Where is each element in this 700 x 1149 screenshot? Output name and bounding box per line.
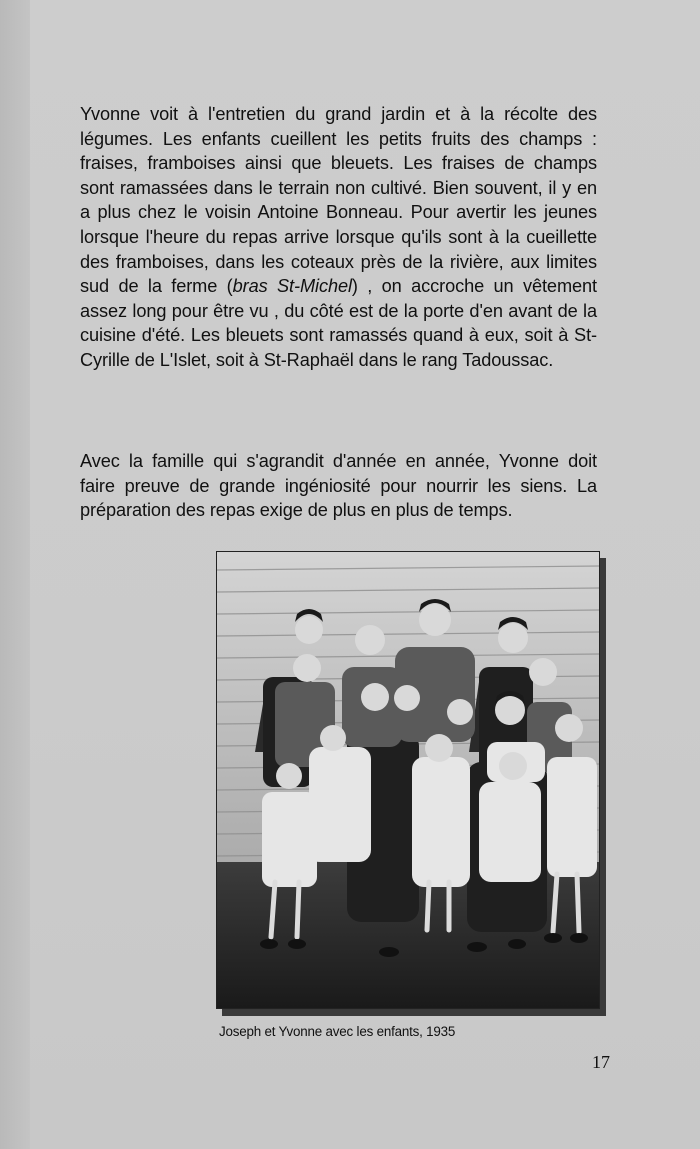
paragraph-text-part: ) , on accroche un vêtement assez long pour être vu , du côté est de la porte d'en avant de la cuisine d'été. Les bleuets sont ramassés quand à eux, soit à St-Cyrille de L'Islet, soit à St-Raphaël dans le rang Tadoussac. [80,276,597,370]
paragraph-family: Avec la famille qui s'agrandit d'année en année, Yvonne doit faire preuve de grande ingéniosité pour nourrir les siens. La préparation des repas exige de plus en plus de temps. [80,451,597,521]
family-photo-illustration [217,552,599,1008]
family-photo [216,551,600,1009]
paragraph-harvest [80,102,597,373]
italic-place-name: bras St-Michel [232,276,352,297]
page-number: 17 [592,1052,610,1072]
photo-caption: Joseph et Yvonne avec les enfants, 1935 [219,1024,456,1039]
book-spine-shadow [0,0,30,1149]
paragraph-text-part: Yvonne voit à l'entretien du grand jardin et à la récolte des légumes. Les enfants cueillent les petits fruits des champs : fraises, framboises ainsi que bleuets. Les fraises de champs sont ramassées dans le terrain non cultivé. Bien souvent, il y en a plus chez le voisin Antoine Bonneau. Pour avertir les jeunes lorsque l'heure du repas arrive lorsque qu'ils sont à la cueillette des framboises, dans les coteaux près de la rivière, aux limites sud de la ferme ( [80,104,597,297]
